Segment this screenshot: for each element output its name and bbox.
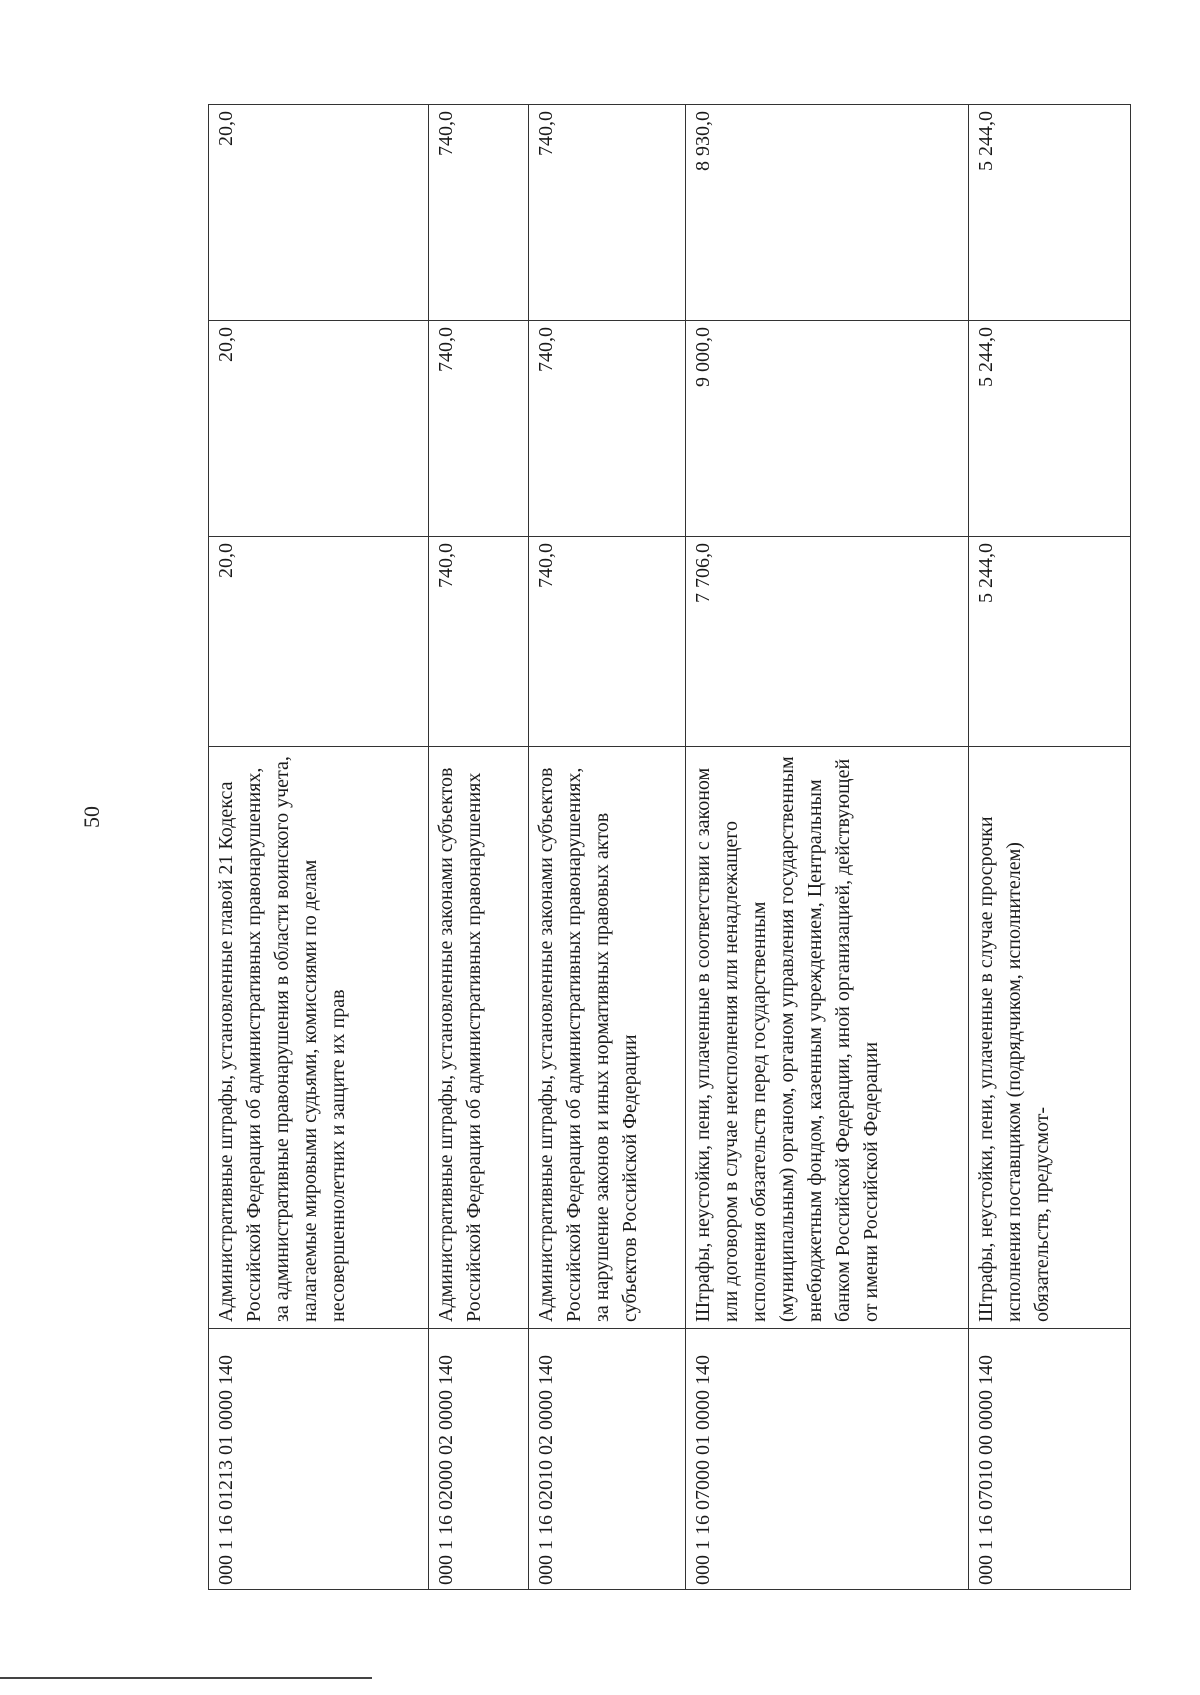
value-year-1-cell: 5 244,0 <box>969 537 1131 747</box>
footer-rule <box>0 1677 372 1679</box>
value-year-3-cell: 740,0 <box>429 105 529 321</box>
value-year-3-cell: 5 244,0 <box>969 105 1131 321</box>
value-year-2-cell: 740,0 <box>529 321 686 537</box>
description-cell: Штрафы, неустойки, пени, уплаченные в случае просрочки исполнения поставщиком (подрядчиком, исполнителем) обязательств, предусмот- <box>969 747 1131 1329</box>
rotated-table-wrapper <box>208 105 1130 1590</box>
value-year-2-cell: 9 000,0 <box>686 321 969 537</box>
budget-code-cell: 000 1 16 07010 00 0000 140 <box>969 1329 1131 1590</box>
description-cell: Административные штрафы, установленные главой 21 Кодекса Российской Федерации об административных правонарушениях, за административные правонарушения в области воинского учета, налагаемые мировыми судьями, комиссиями по делам несовершеннолетних и защите их прав <box>209 747 429 1329</box>
value-year-2-cell: 20,0 <box>209 321 429 537</box>
page-number: 50 <box>79 806 104 828</box>
value-year-1-cell: 7 706,0 <box>686 537 969 747</box>
budget-code-cell: 000 1 16 07000 01 0000 140 <box>686 1329 969 1590</box>
description-cell: Административные штрафы, установленные законами субъектов Российской Федерации об административных правонарушениях <box>429 747 529 1329</box>
table-row <box>686 105 969 1590</box>
value-year-3-cell: 8 930,0 <box>686 105 969 321</box>
budget-code-cell: 000 1 16 01213 01 0000 140 <box>209 1329 429 1590</box>
table-row <box>529 105 686 1590</box>
description-cell: Административные штрафы, установленные законами субъектов Российской Федерации об административных правонарушениях, за нарушение законов и иных нормативных правовых актов субъектов Российской Федерации <box>529 747 686 1329</box>
value-year-1-cell: 740,0 <box>429 537 529 747</box>
value-year-1-cell: 740,0 <box>529 537 686 747</box>
table-row <box>209 105 429 1590</box>
description-cell: Штрафы, неустойки, пени, уплаченные в соответствии с законом или договором в случае неисполнения или ненадлежащего исполнения обязательств перед государственным (муниципальным) органом, органом управления государственным внебюджетным фондом, казенным учреждением, Центральным банком Российской Федерации, иной организацией, действующей от имени Российской Федерации <box>686 747 969 1329</box>
table-row <box>429 105 529 1590</box>
value-year-2-cell: 740,0 <box>429 321 529 537</box>
budget-code-cell: 000 1 16 02010 02 0000 140 <box>529 1329 686 1590</box>
value-year-3-cell: 20,0 <box>209 105 429 321</box>
value-year-2-cell: 5 244,0 <box>969 321 1131 537</box>
value-year-1-cell: 20,0 <box>209 537 429 747</box>
value-year-3-cell: 740,0 <box>529 105 686 321</box>
budget-code-cell: 000 1 16 02000 02 0000 140 <box>429 1329 529 1590</box>
revenue-table <box>208 104 1131 1590</box>
table-row <box>969 105 1131 1590</box>
